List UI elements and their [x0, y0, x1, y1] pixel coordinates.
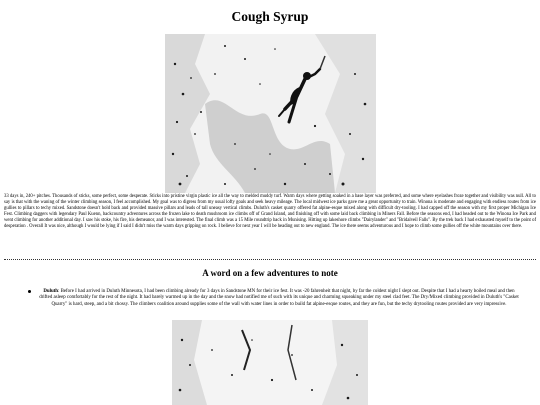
- ice-wall-photo: [172, 320, 368, 405]
- adventure-list: [28, 289, 520, 308]
- adventure-place: Duluth: [43, 289, 59, 294]
- bullet-icon: [28, 290, 31, 293]
- section-divider: [4, 259, 536, 260]
- intro-paragraph: 33 days in, 240+ pitches. Thousands of sticks, some perfect, some desperate. Sticks into pristine virgin plastic ice all the way to melded muddy turf. Warm days where getting soaked in a base layer was preferred, and some where eyelashes froze together and visibility was null. All to say is that with the waning of the winter climbing season, I feel accomplished. My goal was to digress from my usual lofty goals and seek heavy mileage. The local midwest ice parks gave me a great opportunity to train. Winona is moderate and engaging with endless routes from ice gullies to pillars to techy mixed. Sandstone doesn't hold back and provided massive pillars and leads of tall uneasy vertical climbs. Duluth's casket quarry offered fat alpine-esque mixed along with difficult dry-tooling. I had capped off the season with my first proper Michigan Ice Fest. Climbing daggers with legendary Paul Kuenn, backcountry adventures across the frozen lake to death mushroom ice climbs off of Grand Island, and finishing off with some laid back climbing in Miners Fall. Before the seasons end, I had headed out to the Winona Ice Park and went climbing for another additional day. I saw his stoke, his fire, his demeanor, and I was interested. The final climb was a 15 Mile roundtrip back in Munising. Hitting up lakeshore climbs "Dairylander" and "Bridalveil Falls". By the trek back I had exhausted myself to the point of desperation . Overall It was nice, although I would be lying if I said I didn't miss the warm days gripping on rock. I believe for next year I will be heading out to new england. The ice there seems adventurous and I hope to climb some gullies off the white mountains over there.: [4, 194, 536, 230]
- adventure-text: : Before I had arrived in Duluth Minnesota, I had been climbing already for 3 days in Sandstone MN for their ice fest. It was -20 fahrenheit that night, by far the coldest night I slept out. Despite that I had a hearty boiled meal and then drifted asleep comfortably for the rest of the night. It had barely warmed up in the day and the snow had notified me of such with its unique and charming squeaking under my steel clad feet. The Dry/Mixed climbing provided in Duluth's "Casket Quarry" is hard, steep, and a bit chossy. The climbers coalition around supplies some of the wall with water lines in order to build fat alpine-esque routes, and they are fun, but the techy drytooling routes provided are very impressive.: [39, 289, 519, 307]
- list-item: [28, 289, 520, 308]
- page-title: Cough Syrup: [231, 9, 309, 24]
- ice-climbing-photo: [165, 34, 376, 193]
- adventures-heading: A word on a few adventures to note: [202, 268, 338, 278]
